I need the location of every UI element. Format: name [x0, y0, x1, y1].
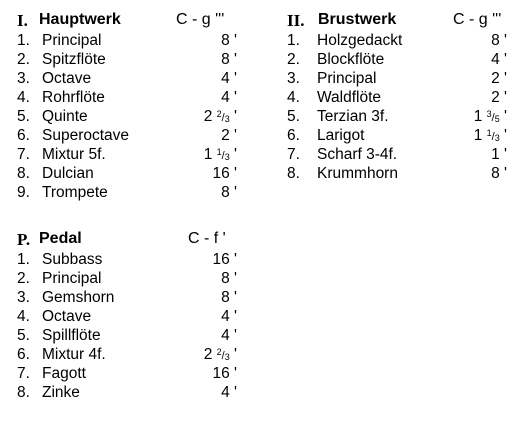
stop-name: Zinke: [42, 384, 80, 401]
stop-number: 1.: [287, 32, 300, 49]
stop-name: Terzian 3f.: [317, 108, 389, 125]
stop-number: 3.: [17, 289, 30, 306]
stop-name: Holzgedackt: [317, 32, 403, 49]
compass-range: C - g ''': [176, 11, 225, 28]
stop-name: Principal: [42, 32, 102, 49]
stop-name: Fagott: [42, 365, 86, 382]
stop-pitch: 2 $^2/_3$ ': [203, 108, 237, 125]
stop-pitch: 2 ': [491, 89, 507, 106]
stop-pitch: 2 ': [221, 127, 237, 144]
stop-name: Gemshorn: [42, 289, 115, 306]
stop-pitch: 8 ': [221, 184, 237, 201]
stop-number: 5.: [287, 108, 300, 125]
stop-pitch: 16 ': [212, 251, 237, 268]
stop-pitch: 4 ': [221, 89, 237, 106]
division-hauptwerk: [17, 11, 242, 201]
stop-name: Blockflöte: [317, 51, 385, 68]
stop-number: 3.: [287, 70, 300, 87]
stop-number: 1.: [17, 251, 30, 268]
stop-name: Superoctave: [42, 127, 130, 144]
division-pedal: [17, 230, 242, 401]
stop-name: Subbass: [42, 251, 103, 268]
stop-number: 6.: [17, 346, 30, 363]
stop-number: 7.: [17, 146, 30, 163]
stop-pitch: 8 ': [491, 165, 507, 182]
division-numeral: I.: [17, 11, 28, 30]
compass-range: C - g ''': [453, 11, 502, 28]
stop-number: 3.: [17, 70, 30, 87]
stop-pitch: 1 $^1/_3$ ': [473, 127, 507, 144]
stop-pitch: 2 $^2/_3$ ': [203, 346, 237, 363]
division-title: Hauptwerk: [39, 11, 121, 28]
compass-range: C - f ': [188, 230, 226, 247]
stop-pitch: 4 ': [221, 327, 237, 344]
stop-number: 2.: [17, 51, 30, 68]
stop-pitch: 1 $^1/_3$ ': [203, 146, 237, 163]
stop-number: 8.: [17, 165, 30, 182]
division-brustwerk: [287, 11, 512, 182]
stop-name: Dulcian: [42, 165, 94, 182]
stop-name: Octave: [42, 70, 92, 87]
stop-name: Trompete: [42, 184, 108, 201]
stop-number: 2.: [17, 270, 30, 287]
stop-pitch: 16 ': [212, 165, 237, 182]
stop-number: 5.: [17, 327, 30, 344]
stop-number: 2.: [287, 51, 300, 68]
stop-pitch: 4 ': [221, 384, 237, 401]
stop-pitch: 8 ': [221, 51, 237, 68]
stop-number: 1.: [17, 32, 30, 49]
stop-name: Krummhorn: [317, 165, 398, 182]
stop-pitch: 4 ': [221, 70, 237, 87]
stop-number: 6.: [287, 127, 300, 144]
stop-name: Principal: [42, 270, 102, 287]
stop-number: 4.: [17, 89, 30, 106]
stop-name: Mixtur 4f.: [42, 346, 106, 363]
division-numeral: P.: [17, 230, 31, 249]
stop-number: 4.: [287, 89, 300, 106]
stop-pitch: 2 ': [491, 70, 507, 87]
stop-name: Spillflöte: [42, 327, 101, 344]
stop-name: Larigot: [317, 127, 365, 144]
stop-name: Spitzflöte: [42, 51, 106, 68]
stop-number: 6.: [17, 127, 30, 144]
stop-pitch: 16 ': [212, 365, 237, 382]
stop-pitch: 1 ': [491, 146, 507, 163]
stop-pitch: 8 ': [221, 289, 237, 306]
stop-number: 9.: [17, 184, 30, 201]
stop-name: Mixtur 5f.: [42, 146, 106, 163]
division-title: Pedal: [39, 230, 82, 247]
stop-number: 7.: [17, 365, 30, 382]
stop-name: Waldflöte: [317, 89, 382, 106]
division-title: Brustwerk: [318, 11, 397, 28]
stop-name: Principal: [317, 70, 377, 87]
stop-number: 8.: [287, 165, 300, 182]
stop-number: 7.: [287, 146, 300, 163]
division-numeral: II.: [287, 11, 305, 30]
stop-number: 5.: [17, 108, 30, 125]
stop-pitch: 4 ': [221, 308, 237, 325]
stop-pitch: 8 ': [221, 32, 237, 49]
stop-name: Quinte: [42, 108, 88, 125]
stop-name: Octave: [42, 308, 92, 325]
stop-name: Scharf 3-4f.: [317, 146, 398, 163]
stop-pitch: 4 ': [491, 51, 507, 68]
stop-name: Rohrflöte: [42, 89, 105, 106]
stop-number: 4.: [17, 308, 30, 325]
stop-pitch: 8 ': [491, 32, 507, 49]
stop-number: 8.: [17, 384, 30, 401]
stop-pitch: 1 $^3/_5$ ': [473, 108, 507, 125]
stop-pitch: 8 ': [221, 270, 237, 287]
